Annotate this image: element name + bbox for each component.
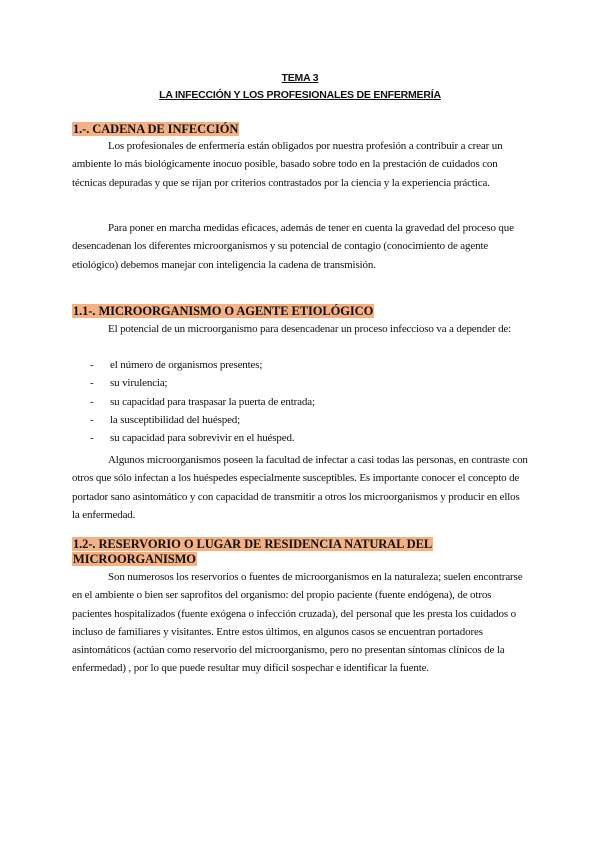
paragraph-cadena-1 [72,137,528,192]
document-title-topic: TEMA 3 [281,72,319,84]
paragraph-text: Algunos microorganismos poseen la facultad de infectar a casi todas las personas, en contraste con otros que sólo infectan a los huéspedes especialmente susceptibles. Es importante conocer el concepto de portador sano asintomático y con capacidad de transmitir a otros los microorganismos y producir en ellos la enfermedad. [72,454,528,521]
list-item: - su virulencia; [90,374,315,392]
section-heading-text-line2: MICROORGANISMO [73,552,196,566]
paragraph-text: Los profesionales de enfermería están obligados por nuestra profesión a contribuir a crear un ambiente lo más biológicamente inocuo posible, basado sobre todo en la prestación de cuidados con técnicas depuradas y que se rijan por criterios contrastados por la ciencia y la experiencia práctica. [72,140,503,189]
paragraph-text: Son numerosos los reservorios o fuentes de microorganismos en la naturaleza; suelen encontrarse en el ambiente o bien ser saprofitos del organismo: del propio paciente (fuente endógena), de otros pacientes hospitalizados (fuente exógena o infección cruzada), del personal que les presta los cuidados o incluso de familiares y visitantes. Entre estos últimos, en algunos casos se encuentran portadores asintomáticos (actúan como reservorio del microorganismo, pero no presentan síntomas clínicos de la enfermedad) , por lo que puede resultar muy difícil sospechar e identificar la fuente. [72,571,523,675]
paragraph-microorganismo-2 [72,451,528,524]
list-item: - el número de organismos presentes; [90,356,315,374]
list-item: - su capacidad para sobrevivir en el huésped. [90,429,315,447]
section-heading-microorganismo [72,304,374,319]
list-item: - la susceptibilidad del huésped; [90,411,315,429]
section-heading-text: 1.1-. MICROORGANISMO O AGENTE ETIOLÓGICO [73,304,374,318]
section-heading-text-line1: 1.2-. RESERVORIO O LUGAR DE RESIDENCIA NATURAL DEL [73,537,433,551]
section-heading-text: 1.-. CADENA DE INFECCIÓN [73,122,239,136]
factor-list [90,356,315,447]
paragraph-text: El potencial de un microorganismo para desencadenar un proceso infeccioso va a depender de: [108,323,512,335]
paragraph-text: Para poner en marcha medidas eficaces, además de tener en cuenta la gravedad del proceso que desencadenan los diferentes microorganismos y su potencial de contagio (conocimiento de agente etiológico) debemos manejar con inteligencia la cadena de transmisión. [72,222,514,271]
document-title: LA INFECCIÓN Y LOS PROFESIONALES DE ENFERMERÍA [159,89,441,101]
list-item: - su capacidad para traspasar la puerta de entrada; [90,393,315,411]
paragraph-cadena-2 [72,219,528,274]
paragraph-reservorio-1 [72,568,528,678]
section-heading-cadena [72,122,239,137]
paragraph-microorganismo-1 [72,320,528,338]
section-heading-reservorio [72,537,433,567]
